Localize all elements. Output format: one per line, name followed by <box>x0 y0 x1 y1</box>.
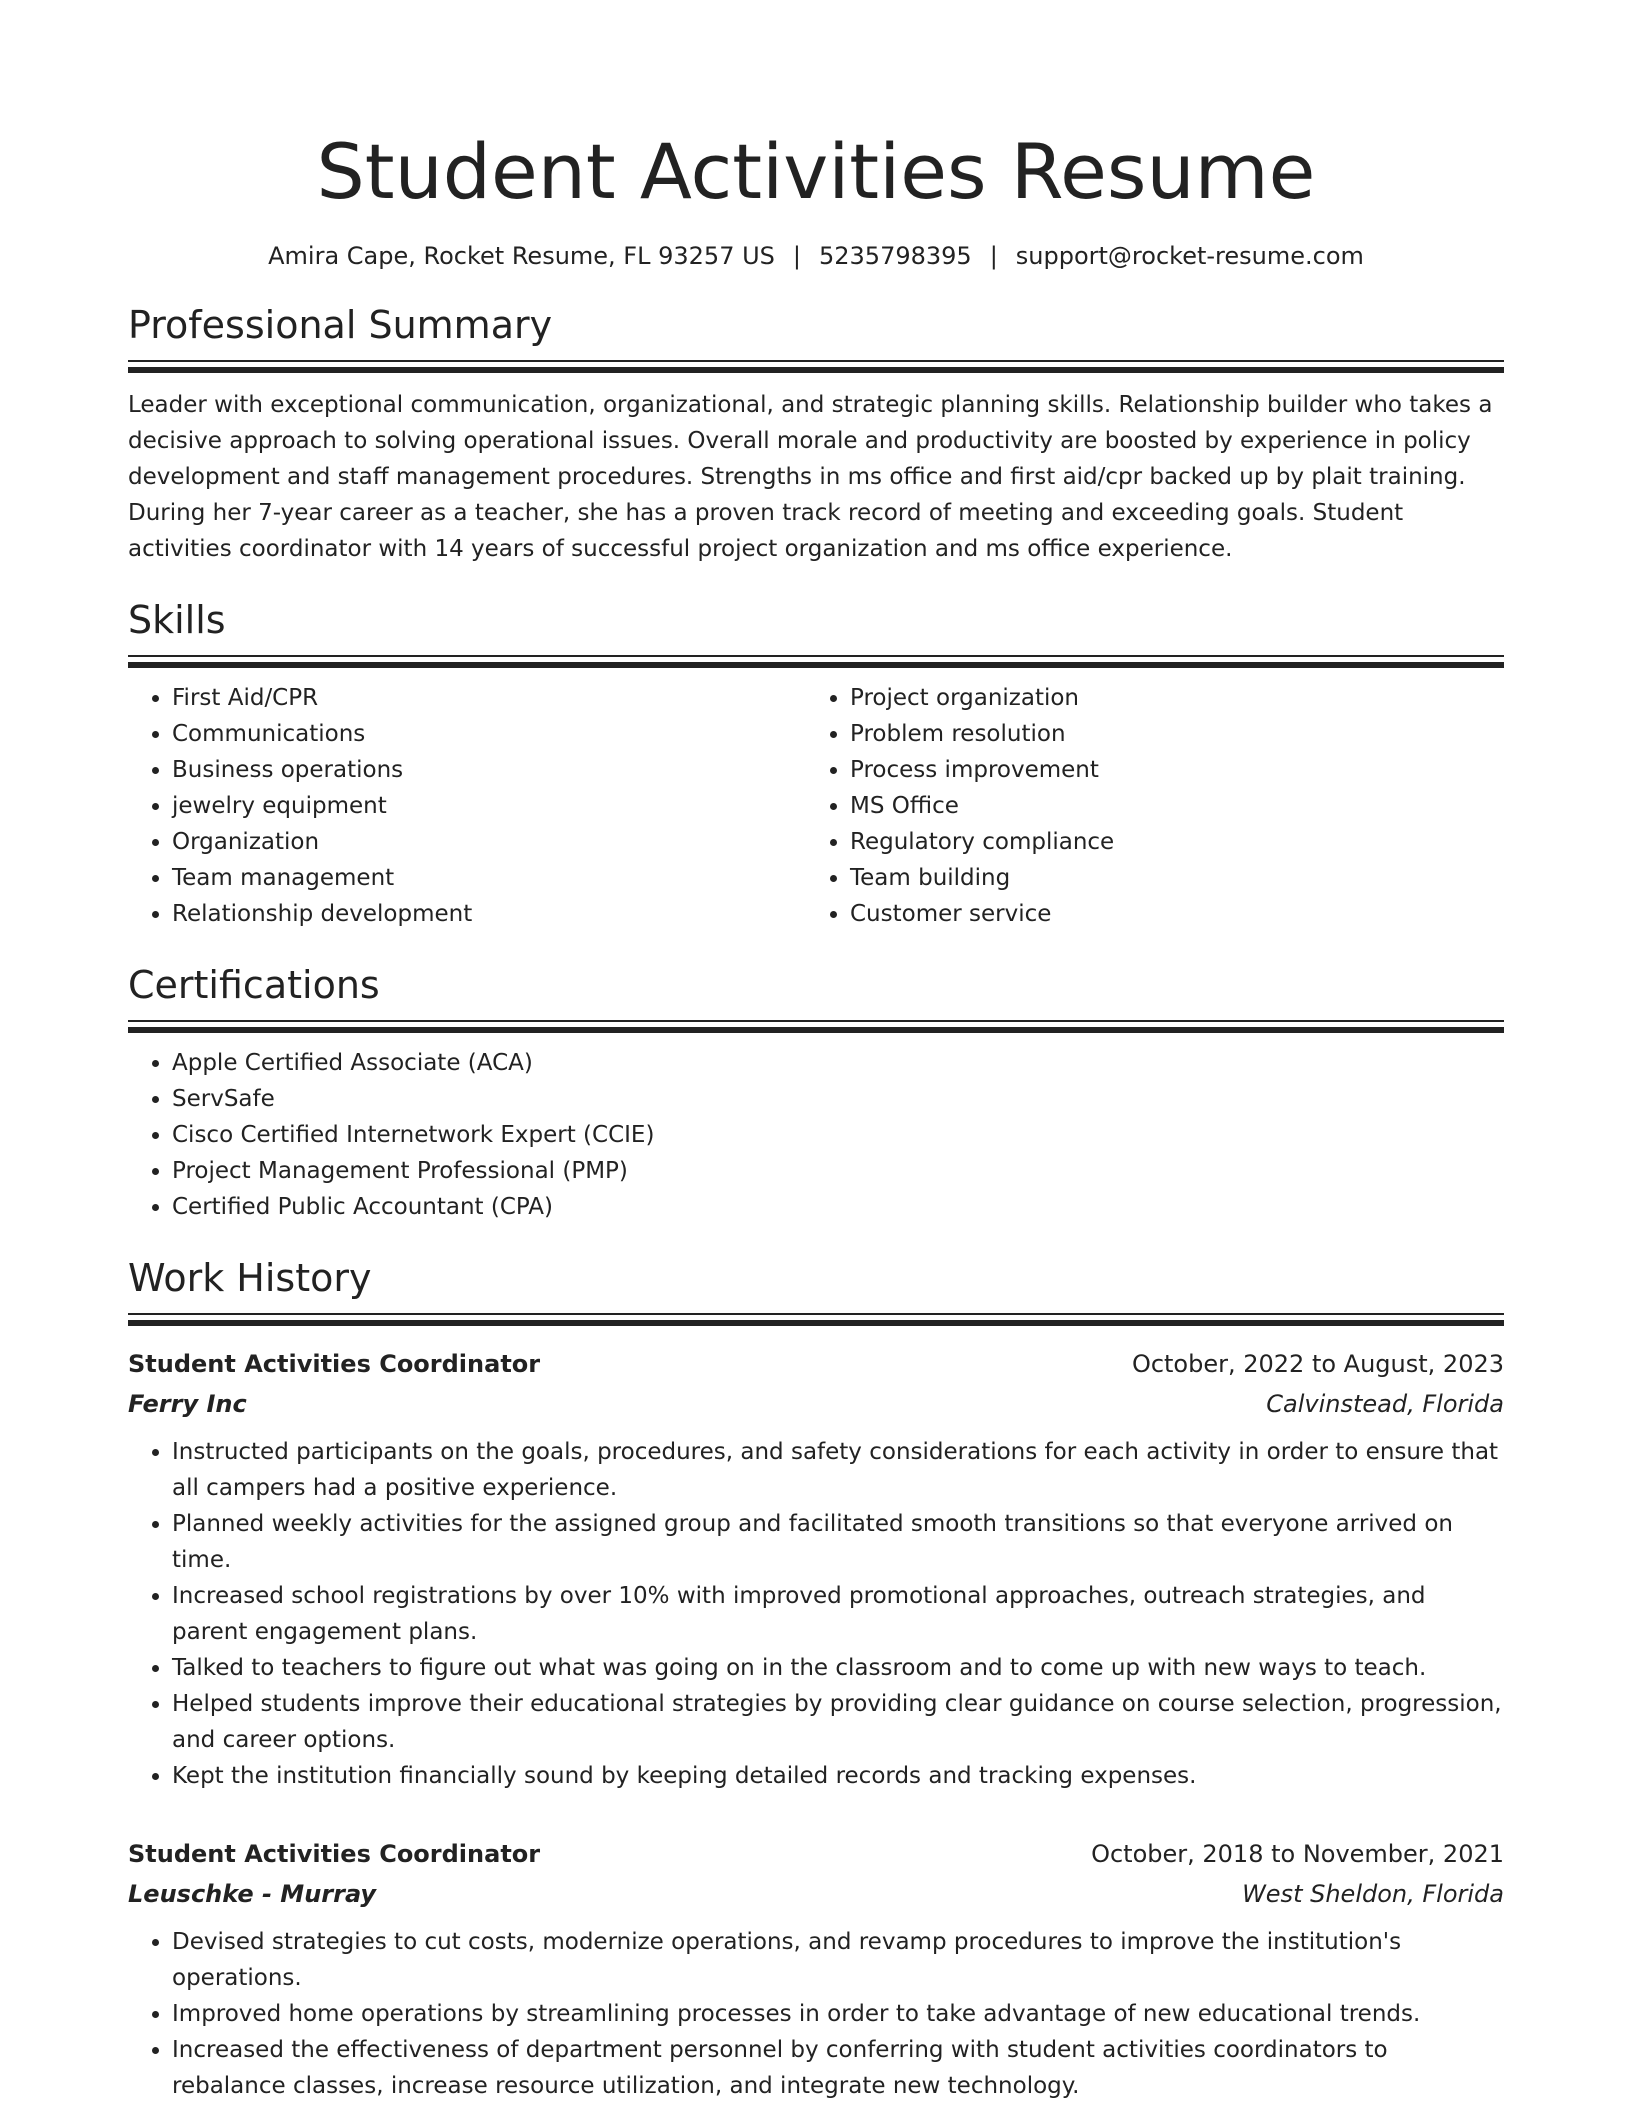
job-location: Calvinstead, Florida <box>1266 1390 1504 1418</box>
section-heading-certifications: Certifications <box>128 963 380 1007</box>
section-divider <box>128 655 1504 668</box>
job-location: West Sheldon, Florida <box>1242 1880 1504 1908</box>
certifications-list <box>128 1045 1504 1225</box>
section-divider <box>128 1020 1504 1033</box>
job-bullet: • Improved home operations by streamlining processes in order to take advantage of new educational trends. <box>172 1996 1504 2032</box>
skill-item: • Communications <box>172 716 806 752</box>
section-heading-skills: Skills <box>128 598 226 642</box>
skill-item: • Problem resolution <box>850 716 1548 752</box>
job-responsibilities <box>128 1924 1504 2104</box>
resume-page <box>128 0 1504 2104</box>
job-entry <box>128 1344 1504 1794</box>
skill-item: • First Aid/CPR <box>172 680 806 716</box>
section-divider <box>128 360 1504 373</box>
job-employer-row <box>128 1384 1504 1424</box>
job-entry <box>128 1834 1504 2104</box>
job-company: Leuschke - Murray <box>128 1880 377 1908</box>
contact-email: support@rocket-resume.com <box>1015 242 1364 270</box>
skills-column-right <box>806 680 1548 932</box>
skill-item: • Customer service <box>850 896 1548 932</box>
job-bullet: • Instructed participants on the goals, procedures, and safety considerations for each activity in order to ensure that all campers had a positive experience. <box>172 1434 1504 1506</box>
section-divider <box>128 1313 1504 1326</box>
skill-item: • Organization <box>172 824 806 860</box>
job-title: Student Activities Coordinator <box>128 1350 541 1378</box>
job-responsibilities <box>128 1434 1504 1794</box>
job-bullet: • Increased the effectiveness of department personnel by conferring with student activities coordinators to rebalance classes, increase resource utilization, and integrate new technology. <box>172 2032 1504 2104</box>
summary-text: Leader with exceptional communication, organizational, and strategic planning skills. Relationship builder who takes a decisive approach to solving operational issues. Overall morale and productivity are boosted by experience in policy development and staff management procedures. Strengths in ms office and first aid/cpr backed up by plait training. During her 7-year career as a teacher, she has a proven track record of meeting and exceeding goals. Student activities coordinator with 14 years of successful project organization and ms office experience. <box>128 392 1493 562</box>
job-header-row <box>128 1834 1504 1874</box>
job-bullet: • Talked to teachers to figure out what was going on in the classroom and to come up with new ways to teach. <box>172 1650 1504 1686</box>
skill-item: • Team building <box>850 860 1548 896</box>
contact-line <box>128 240 1504 272</box>
skill-item: • Regulatory compliance <box>850 824 1548 860</box>
resume-title: Student Activities Resume <box>316 127 1316 216</box>
certification-item: • ServSafe <box>172 1081 1504 1117</box>
job-dates: October, 2018 to November, 2021 <box>1091 1840 1504 1868</box>
contact-separator: | <box>989 242 998 270</box>
contact-phone: 5235798395 <box>818 242 972 270</box>
job-company: Ferry Inc <box>128 1390 247 1418</box>
job-bullet: • Increased school registrations by over 10% with improved promotional approaches, outreach strategies, and parent engagement plans. <box>172 1578 1504 1650</box>
certification-item: • Apple Certified Associate (ACA) <box>172 1045 1504 1081</box>
section-heading-work-history: Work History <box>128 1256 372 1300</box>
certification-item: • Certified Public Accountant (CPA) <box>172 1189 1504 1225</box>
job-header-row <box>128 1344 1504 1384</box>
skill-item: • MS Office <box>850 788 1548 824</box>
skill-item: • Project organization <box>850 680 1548 716</box>
skill-item: • Business operations <box>172 752 806 788</box>
skills-column-left <box>128 680 806 932</box>
job-bullet: • Helped students improve their educational strategies by providing clear guidance on course selection, progression, and career options. <box>172 1686 1504 1758</box>
certification-item: • Project Management Professional (PMP) <box>172 1153 1504 1189</box>
job-employer-row <box>128 1874 1504 1914</box>
job-bullet: • Kept the institution financially sound by keeping detailed records and tracking expenses. <box>172 1758 1504 1794</box>
skill-item: • Relationship development <box>172 896 806 932</box>
job-bullet: • Devised strategies to cut costs, modernize operations, and revamp procedures to improve the institution's operations. <box>172 1924 1504 1996</box>
section-heading-summary: Professional Summary <box>128 303 553 347</box>
skill-item: • Process improvement <box>850 752 1548 788</box>
skills-list <box>128 680 1504 932</box>
contact-address: Amira Cape, Rocket Resume, FL 93257 US <box>268 242 775 270</box>
skill-item: • Team management <box>172 860 806 896</box>
job-title: Student Activities Coordinator <box>128 1840 541 1868</box>
job-dates: October, 2022 to August, 2023 <box>1131 1350 1504 1378</box>
job-bullet: • Planned weekly activities for the assigned group and facilitated smooth transitions so that everyone arrived on time. <box>172 1506 1504 1578</box>
certification-item: • Cisco Certified Internetwork Expert (CCIE) <box>172 1117 1504 1153</box>
contact-separator: | <box>792 242 801 270</box>
skill-item: • jewelry equipment <box>172 788 806 824</box>
